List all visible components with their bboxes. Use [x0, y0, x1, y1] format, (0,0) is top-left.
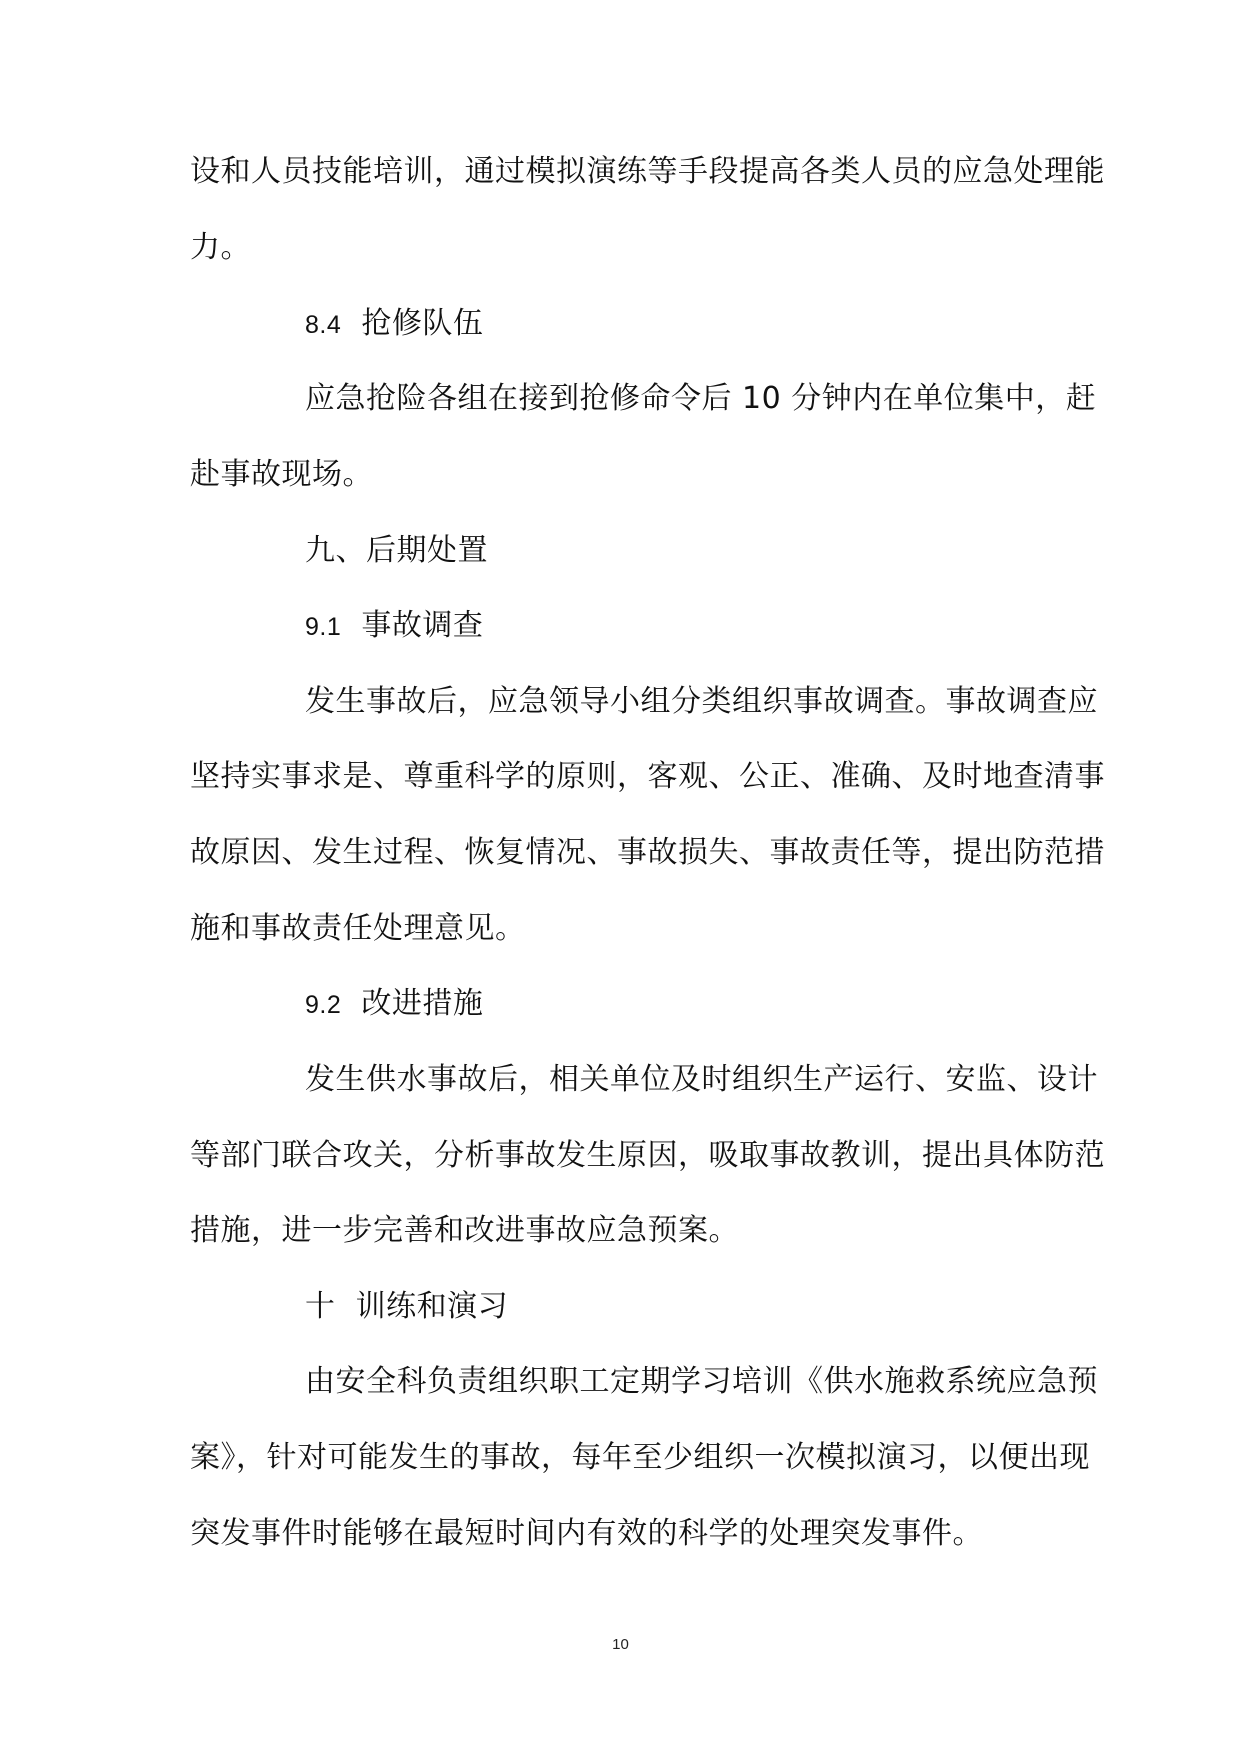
body-text-line: 施和事故责任处理意见。 [190, 911, 526, 946]
section-heading-9-2 [305, 984, 1171, 1025]
body-text-line: 突发事件时能够在最短时间内有效的科学的处理突发事件。 [190, 1516, 983, 1551]
section-title: 改进措施 [361, 986, 484, 1021]
body-text-line: 赴事故现场。 [190, 457, 373, 492]
body-text-line: 等部门联合攻关，分析事故发生原因，吸取事故教训，提出具体防范 [190, 1138, 1105, 1173]
page-number: 10 [612, 1636, 629, 1653]
body-text-line: 由安全科负责组织职工定期学习培训《供水施救系统应急预 [305, 1364, 1098, 1399]
body-text-line: 设和人员技能培训，通过模拟演练等手段提高各类人员的应急处理能 [190, 154, 1105, 189]
section-title: 事故调查 [361, 608, 484, 643]
section-heading-8-4 [305, 304, 1171, 345]
body-text-line [305, 379, 1097, 419]
chapter-heading-10: 十 训练和演习 [305, 1289, 509, 1324]
body-text-line: 发生供水事故后，相关单位及时组织生产运行、安监、设计 [305, 1062, 1098, 1097]
section-number: 9.1 [305, 613, 342, 641]
body-text: 应急抢险各组在接到抢修命令后 10 分钟内在单位集中，赶 [305, 381, 1097, 416]
chapter-heading-9: 九、后期处置 [305, 533, 488, 568]
section-number: 8.4 [305, 311, 342, 339]
section-heading-9-1 [305, 606, 1171, 647]
body-text-line: 力。 [190, 230, 251, 265]
body-text-line: 措施，进一步完善和改进事故应急预案。 [190, 1213, 739, 1248]
section-number: 9.2 [305, 991, 342, 1019]
body-text-line: 坚持实事求是、尊重科学的原则，客观、公正、准确、及时地查清事 [190, 759, 1105, 794]
body-text-line: 故原因、发生过程、恢复情况、事故损失、事故责任等，提出防范措 [190, 835, 1105, 870]
section-title: 抢修队伍 [361, 306, 484, 341]
body-text-line: 发生事故后，应急领导小组分类组织事故调查。事故调查应 [305, 684, 1098, 719]
body-text-line: 案》，针对可能发生的事故，每年至少组织一次模拟演习，以便出现 [190, 1440, 1090, 1475]
